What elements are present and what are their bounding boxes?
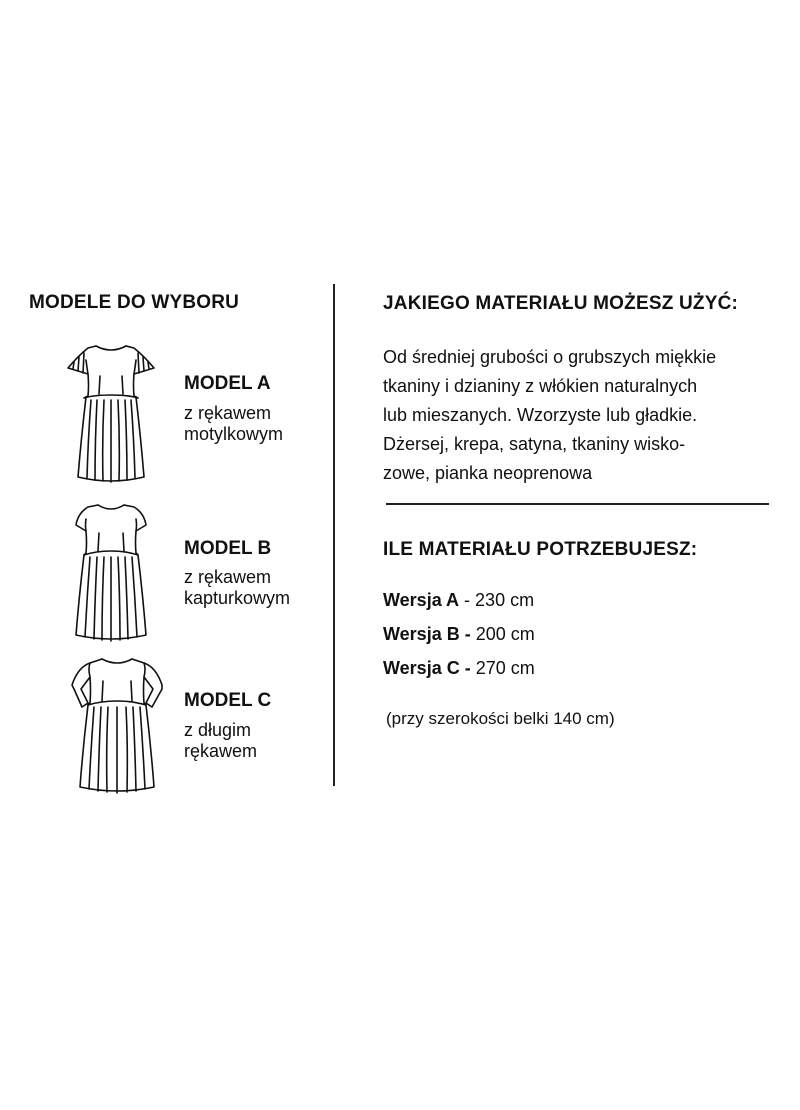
- model-b: [66, 501, 326, 641]
- models-heading: MODELE DO WYBORU: [29, 292, 240, 313]
- dress-cap-sleeve-icon: [66, 501, 156, 646]
- version-a-value: - 230 cm: [459, 590, 535, 610]
- version-b-value: 200 cm: [470, 624, 535, 644]
- version-c: [383, 658, 535, 679]
- model-a-description: z rękawem motylkowym: [184, 403, 284, 444]
- vertical-divider: [333, 284, 335, 786]
- version-b-label: Wersja B -: [383, 624, 471, 644]
- material-description: [383, 343, 783, 488]
- horizontal-divider: [386, 503, 769, 505]
- version-b: [383, 624, 535, 645]
- model-b-description: z rękawem kapturkowym: [184, 567, 291, 608]
- model-a-name: MODEL A: [184, 373, 271, 394]
- material-heading: JAKIEGO MATERIAŁU MOŻESZ UŻYĆ:: [383, 293, 739, 314]
- version-a: [383, 590, 534, 611]
- amount-heading: ILE MATERIAŁU POTRZEBUJESZ:: [383, 539, 698, 560]
- model-c-name: MODEL C: [184, 690, 272, 711]
- material-line: zowe, pianka neoprenowa: [383, 463, 593, 483]
- version-c-value: 270 cm: [470, 658, 535, 678]
- material-line: tkaniny i dzianiny z włókien naturalnych: [383, 376, 698, 396]
- dress-long-sleeve-icon: [66, 655, 168, 800]
- material-line: Dżersej, krepa, satyna, tkaniny wisko-: [383, 434, 686, 454]
- material-line: lub mieszanych. Wzorzyste lub gładkie.: [383, 405, 698, 425]
- model-c-description: z długim rękawem: [184, 720, 258, 761]
- fabric-width-note: (przy szerokości belki 140 cm): [386, 709, 615, 728]
- version-a-label: Wersja A: [383, 590, 460, 610]
- model-b-name: MODEL B: [184, 538, 272, 559]
- dress-butterfly-sleeve-icon: [66, 340, 156, 485]
- material-line: Od średniej grubości o grubszych miękkie: [383, 347, 717, 367]
- model-c: [66, 655, 326, 795]
- model-a: [66, 340, 326, 480]
- version-c-label: Wersja C -: [383, 658, 471, 678]
